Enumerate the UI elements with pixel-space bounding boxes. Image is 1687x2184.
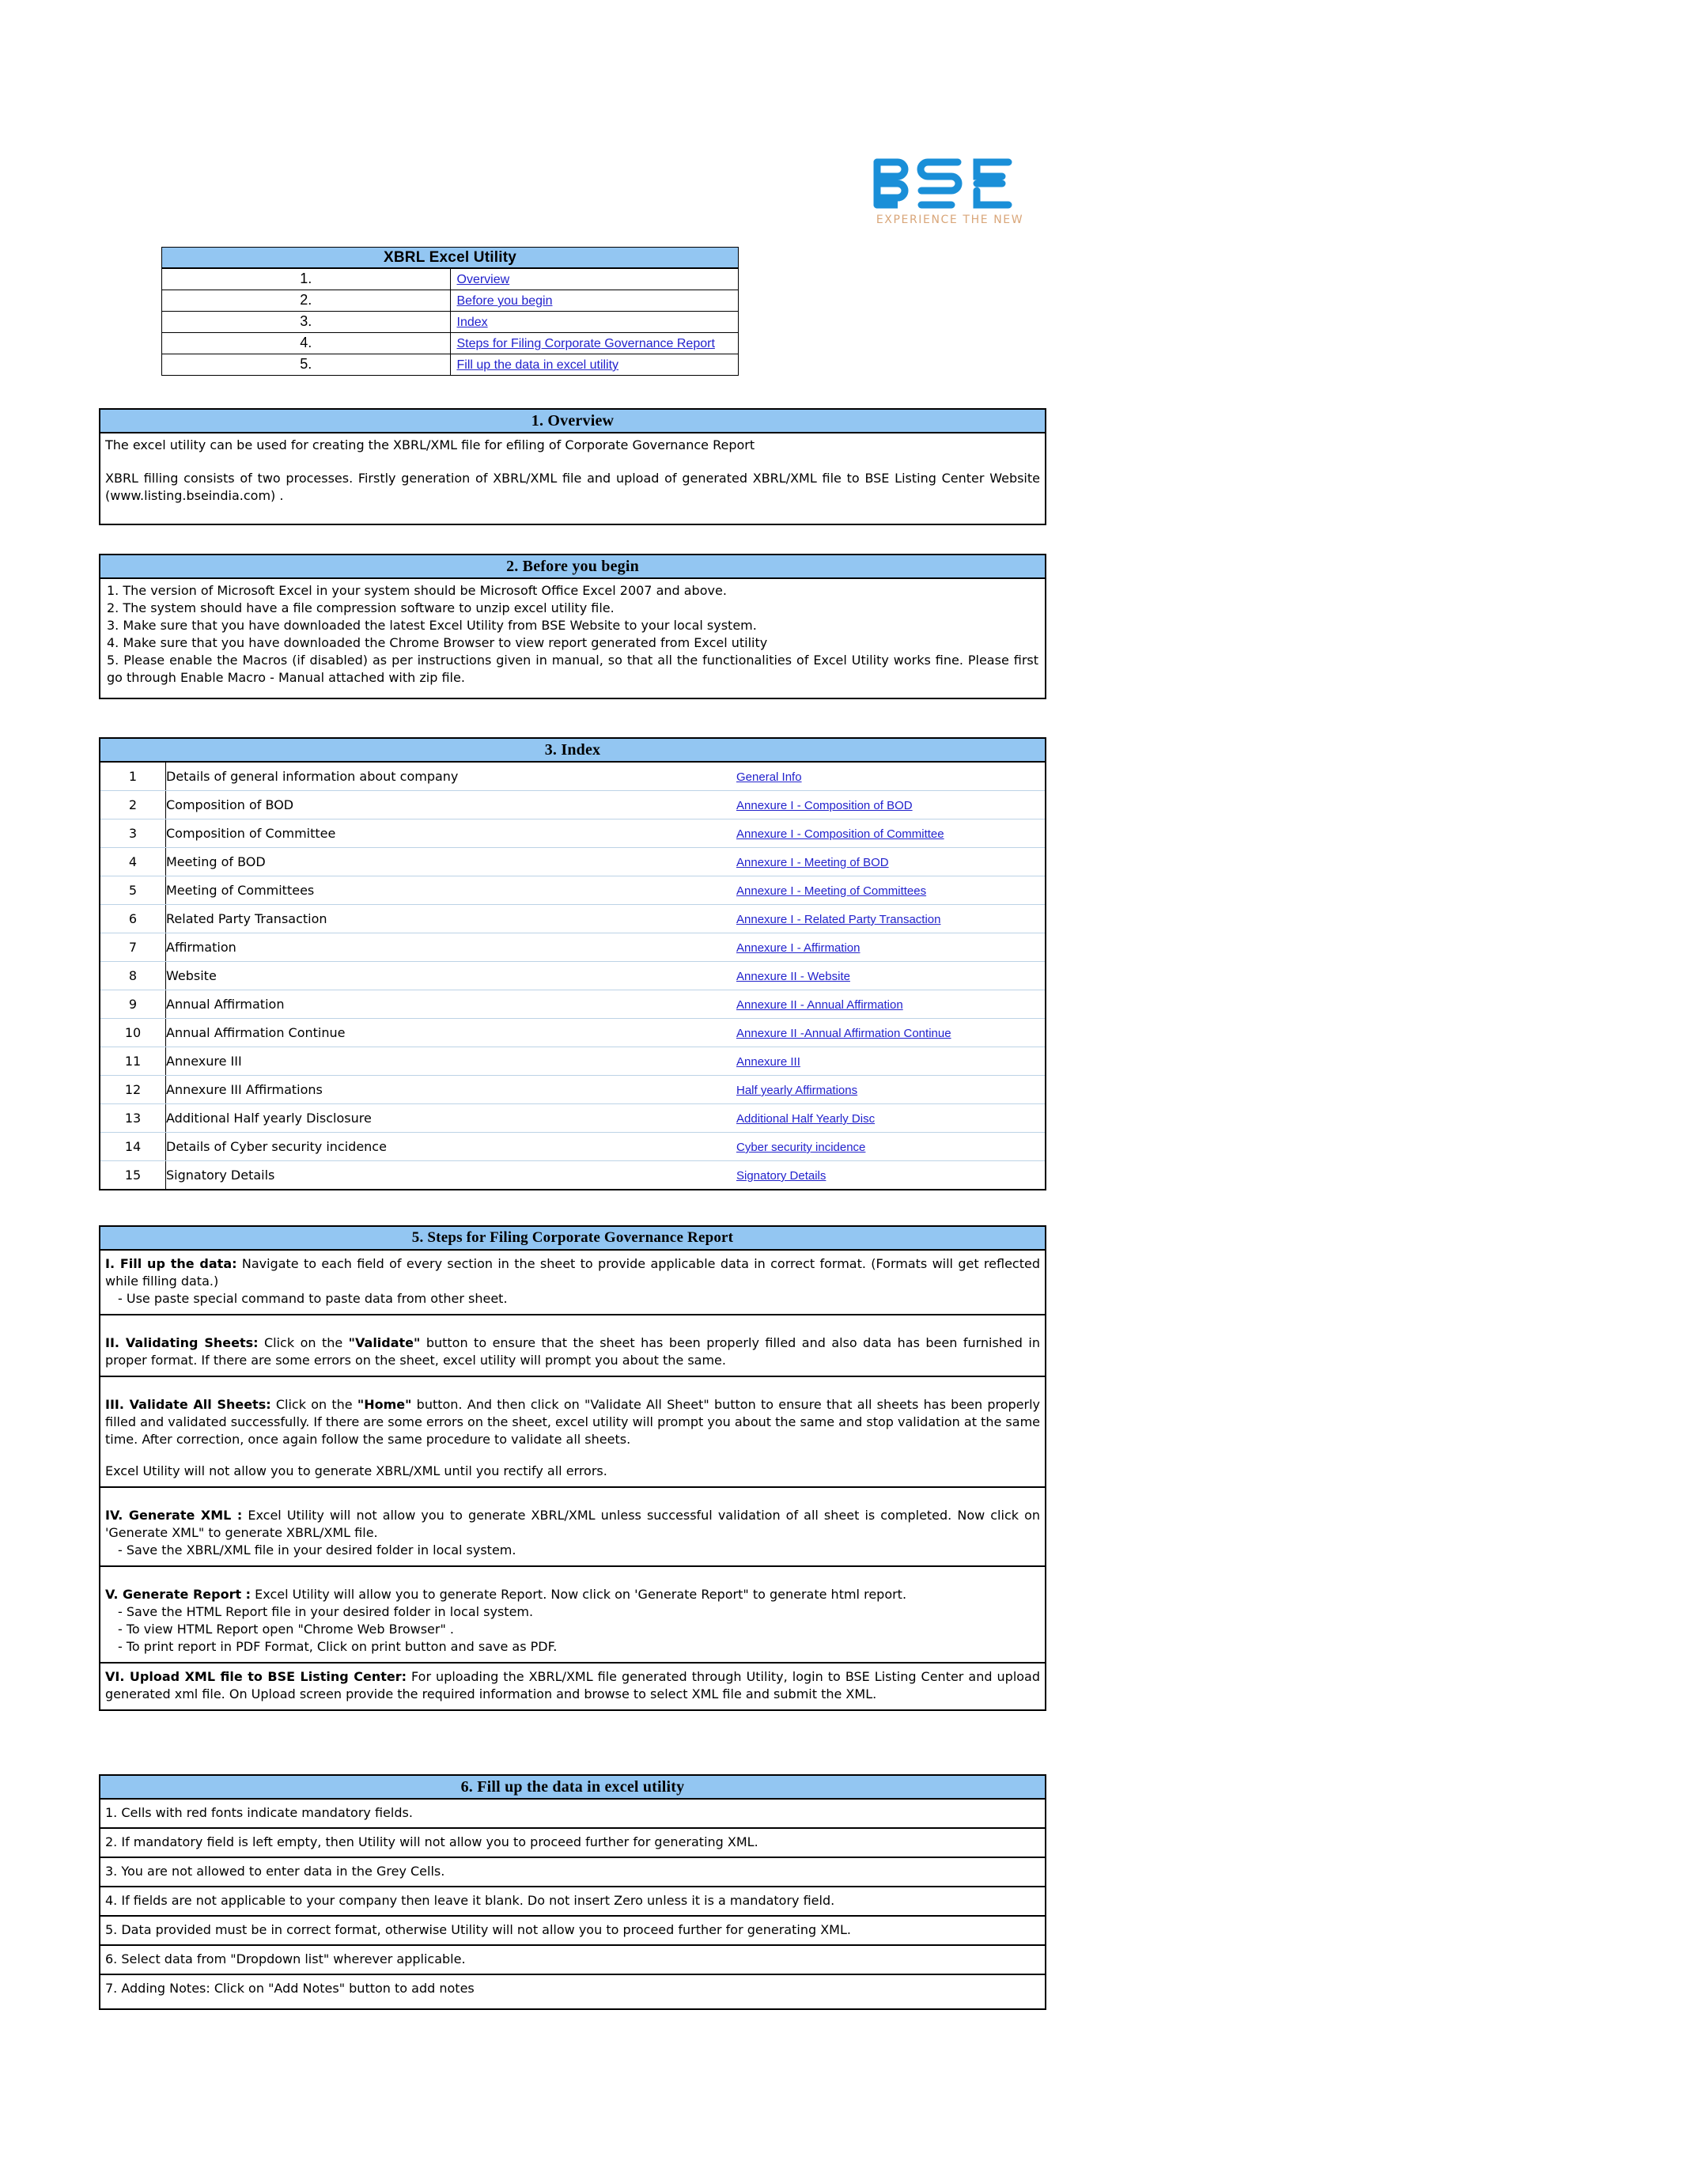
index-table [100,763,1045,1189]
table-row [100,791,1045,819]
step-generate-xml [100,1488,1045,1567]
step-validate-all-sheets [100,1377,1045,1488]
spacer [105,1493,1040,1507]
index-link-signatory-details[interactable]: Signatory Details [736,1169,826,1183]
index-row-link-cell[interactable] [736,1076,1045,1104]
index-title: 3. Index [100,739,1045,763]
index-row-link-cell[interactable] [736,876,1045,905]
step-v-label: V. Generate Report : [105,1587,252,1602]
index-link-affirmation[interactable]: Annexure I - Affirmation [736,941,861,955]
step-v-sub-1: - Save the HTML Report file in your desired folder in local system. [118,1604,534,1619]
table-row [100,933,1045,962]
index-row-number: 12 [100,1076,166,1104]
toc-link-label[interactable]: Steps for Filing Corporate Governance Report [456,337,715,350]
index-row-link-cell[interactable] [736,848,1045,876]
step-upload-xml-to-listing-center [100,1664,1045,1709]
before-item: 5. Please enable the Macros (if disabled) as per instructions given in manual, so that all the functionalities of Excel Utility works fine. Please first go through Enable Macro - Manual attached with zip file. [107,653,1038,685]
toc-row [162,312,739,333]
index-row-description: Website [166,962,737,990]
before-item: 4. Make sure that you have downloaded the Chrome Browser to view report generated from Excel utility [107,635,768,650]
index-row-number: 2 [100,791,166,819]
index-link-meeting-of-committees[interactable]: Annexure I - Meeting of Committees [736,884,927,898]
fill-up-rule: 4. If fields are not applicable to your company then leave it blank. Do not insert Zero unless it is a mandatory field. [100,1887,1045,1917]
index-link-meeting-of-bod[interactable]: Annexure I - Meeting of BOD [736,856,889,869]
index-row-number: 14 [100,1133,166,1161]
bse-logo-tagline: EXPERIENCE THE NEW [876,214,1024,226]
index-row-description: Affirmation [166,933,737,962]
step-iii-note: Excel Utility will not allow you to generate XBRL/XML until you rectify all errors. [105,1463,607,1478]
toc-item-before-you-begin[interactable] [450,290,739,312]
index-row-number: 4 [100,848,166,876]
toc-row [162,290,739,312]
step-i-body: Navigate to each field of every section in the sheet to provide applicable data in correct format. (Formats will get reflected while filling data.) [105,1256,1040,1289]
index-row-description: Composition of BOD [166,791,737,819]
step-ii-body-b: button to ensure that the sheet has been properly filled and also data has been furnished in proper format. If there are some errors on the sheet, excel utility will prompt you about the same. [105,1335,1041,1368]
spacer [105,1320,1040,1334]
overview-title: 1. Overview [100,410,1045,433]
toc-item-number: 2. [162,290,451,312]
step-v-text [105,1586,1040,1603]
step-ii-quoted: "Validate" [348,1335,421,1350]
index-row-number: 5 [100,876,166,905]
table-row [100,1076,1045,1104]
fill-up-rule: 6. Select data from "Dropdown list" wherever applicable. [100,1946,1045,1975]
index-link-annual-affirmation[interactable]: Annexure II - Annual Affirmation [736,998,903,1012]
index-row-number: 1 [100,763,166,791]
before-item: 1. The version of Microsoft Excel in your system should be Microsoft Office Excel 2007 and above. [107,583,727,598]
index-row-description: Details of Cyber security incidence [166,1133,737,1161]
index-link-related-party-transaction[interactable]: Annexure I - Related Party Transaction [736,913,941,926]
before-you-begin-section [99,554,1046,699]
index-section [99,737,1046,1190]
toc-item-number: 4. [162,333,451,354]
toc-item-number: 5. [162,354,451,376]
index-link-annexure-iii[interactable]: Annexure III [736,1055,800,1069]
index-link-cyber-security-incidence[interactable]: Cyber security incidence [736,1141,866,1154]
toc-item-overview[interactable] [450,268,739,290]
step-v-sub-3: - To print report in PDF Format, Click on print button and save as PDF. [118,1639,558,1654]
index-row-description: Signatory Details [166,1168,275,1183]
table-row [100,1161,1045,1190]
step-iv-sub: - Save the XBRL/XML file in your desired folder in local system. [118,1542,516,1558]
index-link-annual-affirmation-continue[interactable]: Annexure II -Annual Affirmation Continue [736,1027,951,1040]
overview-paragraph-2: XBRL filling consists of two processes. Firstly generation of XBRL/XML file and upload of generated XBRL/XML file to BSE Listing Center Website (www.listing.bseindia.com) . [105,471,1040,503]
index-row-link-cell[interactable] [736,1047,1045,1076]
toc-item-steps-for-filing[interactable] [450,333,739,354]
toc-title: XBRL Excel Utility [162,248,739,269]
index-row-description: Annual Affirmation Continue [166,1019,737,1047]
index-row-description: Annexure III Affirmations [166,1076,737,1104]
toc-item-fill-up-data[interactable] [450,354,739,376]
index-row-number: 13 [100,1104,166,1133]
step-ii-text [105,1334,1040,1369]
overview-paragraph-1: The excel utility can be used for creating the XBRL/XML file for efiling of Corporate Governance Report [105,437,755,452]
table-row [100,905,1045,933]
index-row-number: 3 [100,819,166,848]
step-iii-text [105,1396,1040,1448]
index-link-additional-half-yearly-disc[interactable]: Additional Half Yearly Disc [736,1112,876,1126]
toc-link-label[interactable]: Before you begin [456,294,553,308]
steps-title: 5. Steps for Filing Corporate Governance Report [100,1227,1045,1251]
toc-row [162,354,739,376]
index-row-description: Composition of Committee [166,819,737,848]
index-row-description: Related Party Transaction [166,905,737,933]
step-v-sub-2: - To view HTML Report open "Chrome Web Browser" . [118,1622,455,1637]
step-vi-body: For uploading the XBRL/XML file generated through Utility, login to BSE Listing Center and upload generated xml file. On Upload screen provide the required information and browse to select XML file and submit the XML. [105,1669,1041,1701]
step-iii-quoted: "Home" [357,1397,412,1412]
toc-header-row [162,248,739,269]
step-iv-body: Excel Utility will not allow you to generate XBRL/XML unless successful validation of all sheet is completed. Now click on 'Generate XML" to generate XBRL/XML file. [105,1508,1041,1540]
table-row [100,763,1045,791]
fill-up-rule: 1. Cells with red fonts indicate mandatory fields. [100,1800,1045,1829]
fill-up-rule: 5. Data provided must be in correct format, otherwise Utility will not allow you to proceed further for generating XML. [100,1917,1045,1946]
index-row-description: Annexure III [166,1047,737,1076]
index-row-number: 9 [100,990,166,1019]
index-link-half-yearly-affirmations[interactable]: Half yearly Affirmations [736,1084,858,1097]
toc-row [162,268,739,290]
index-link-website[interactable]: Annexure II - Website [736,970,850,983]
fill-up-title: 6. Fill up the data in excel utility [100,1776,1045,1800]
step-v-body: Excel Utility will allow you to generate Report. Now click on 'Generate Report" to generate html report. [251,1587,907,1602]
bse-logo [866,155,1032,240]
step-ii-body-a: Click on the [258,1335,349,1350]
toc-row [162,333,739,354]
index-link-general-info[interactable]: General Info [736,770,802,784]
spacer [105,1572,1040,1586]
overview-body [100,433,1045,524]
step-i-label: I. Fill up the data: [105,1256,237,1271]
table-row [100,1133,1045,1161]
spacer [105,1382,1040,1396]
step-i-sub: - Use paste special command to paste data from other sheet. [118,1291,508,1306]
table-row [100,1019,1045,1047]
index-row-number: 10 [100,1019,166,1047]
step-iv-label: IV. Generate XML : [105,1508,243,1523]
step-ii-label: II. Validating Sheets: [105,1335,259,1350]
toc-item-number: 3. [162,312,451,333]
before-item: 2. The system should have a file compression software to unzip excel utility file. [107,600,615,615]
step-iv-text [105,1507,1040,1542]
index-row-link-cell[interactable] [736,819,1045,848]
index-row-description: Annual Affirmation [166,990,737,1019]
table-row [100,819,1045,848]
step-generate-report [100,1567,1045,1664]
table-row [100,876,1045,905]
index-row-link-cell[interactable] [736,791,1045,819]
index-row-number: 8 [100,962,166,990]
index-row-link-cell[interactable] [736,905,1045,933]
bse-logo-icon [866,155,1016,212]
index-row-link-cell[interactable] [736,1161,1045,1190]
index-row-link-cell[interactable] [736,1019,1045,1047]
toc-link-label[interactable]: Fill up the data in excel utility [456,358,619,372]
step-iii-body-b: button. And then click on "Validate All Sheet" button to ensure that all sheets has been properly filled and validated successfully. If there are some errors on the sheet, excel utility will prompt you about the same and stop validation at the same time. After correction, once again follow the same procedure to validate all sheets. [105,1397,1041,1447]
step-fill-up-the-data [100,1251,1045,1315]
index-row-description: Additional Half yearly Disclosure [166,1104,737,1133]
index-row-link-cell[interactable] [736,1104,1045,1133]
step-vi-text [105,1668,1040,1703]
step-iii-body-a: Click on the [270,1397,357,1412]
toc-link-label[interactable]: Overview [456,273,510,286]
table-row [100,990,1045,1019]
toc-item-index[interactable] [450,312,739,333]
index-row-link-cell[interactable] [736,763,1045,791]
index-row-number: 7 [100,933,166,962]
table-row [100,848,1045,876]
table-row [100,962,1045,990]
toc-table [161,247,739,376]
index-row-link-cell[interactable] [736,962,1045,990]
fill-up-data-section [99,1774,1046,2010]
step-i-text [105,1255,1040,1290]
index-row-link-cell[interactable] [736,933,1045,962]
before-you-begin-title: 2. Before you begin [100,555,1045,579]
fill-up-rule: 2. If mandatory field is left empty, then Utility will not allow you to proceed further for generating XML. [100,1829,1045,1858]
index-row-number: 6 [100,905,166,933]
index-row-description: Meeting of Committees [166,876,737,905]
index-link-composition-of-bod[interactable]: Annexure I - Composition of BOD [736,799,913,812]
fill-up-rule: 7. Adding Notes: Click on "Add Notes" button to add notes [105,1981,475,1996]
overview-section [99,408,1046,525]
step-vi-label: VI. Upload XML file to BSE Listing Center: [105,1669,407,1684]
toc-link-label[interactable]: Index [456,316,488,329]
toc-item-number: 1. [162,268,451,290]
index-row-link-cell[interactable] [736,990,1045,1019]
before-item: 3. Make sure that you have downloaded the latest Excel Utility from BSE Website to your local system. [107,618,757,633]
spacer [105,1448,1040,1463]
index-link-composition-of-committee[interactable]: Annexure I - Composition of Committee [736,827,944,841]
index-row-link-cell[interactable] [736,1133,1045,1161]
table-row [100,1104,1045,1133]
before-you-begin-body [100,579,1045,698]
steps-section [99,1225,1046,1711]
index-row-number: 11 [100,1047,166,1076]
spacer [105,454,1040,470]
step-validating-sheets [100,1315,1045,1377]
index-row-number: 15 [100,1161,166,1190]
index-row-description: Details of general information about company [166,763,737,791]
fill-up-rule: 3. You are not allowed to enter data in the Grey Cells. [100,1858,1045,1887]
step-iii-label: III. Validate All Sheets: [105,1397,271,1412]
table-row [100,1047,1045,1076]
index-row-description: Meeting of BOD [166,848,737,876]
